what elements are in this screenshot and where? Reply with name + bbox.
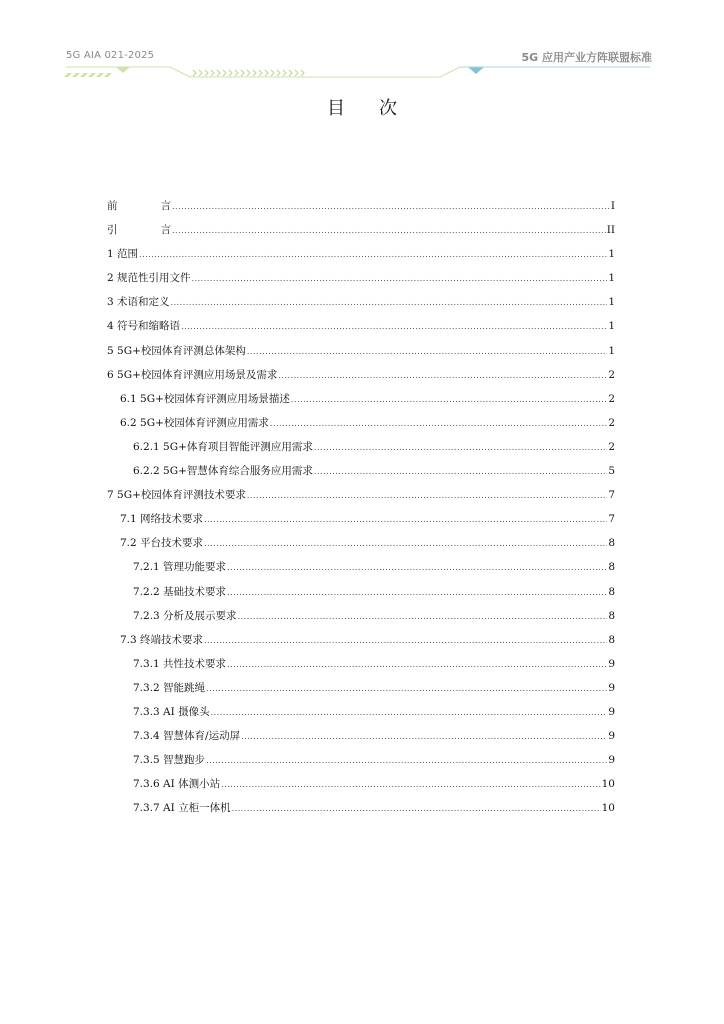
toc-entry-page: 9: [608, 730, 615, 743]
toc-entry-label: 5 5G+校园体育评测总体架构: [107, 344, 246, 357]
toc-leader-dots: [227, 588, 607, 597]
toc-leader-dots: [139, 250, 607, 259]
toc-leader-dots: [171, 298, 608, 307]
toc-entry[interactable]: [107, 415, 615, 439]
toc-entry[interactable]: [107, 535, 615, 559]
toc-entry[interactable]: [107, 511, 615, 535]
toc-leader-dots: [278, 371, 607, 380]
toc-entry-page: 9: [608, 681, 615, 694]
toc-entry-label: 1 范围: [107, 248, 139, 261]
toc-entry[interactable]: [107, 294, 615, 318]
toc-entry-label: 7.2.1 管理功能要求: [133, 561, 227, 574]
toc-entry[interactable]: [107, 463, 615, 487]
toc-entry[interactable]: [107, 632, 615, 656]
header-decoration: [0, 60, 724, 80]
toc-entry-page: 2: [608, 368, 615, 381]
toc-entry-page: 8: [608, 537, 615, 550]
title-char-1: 目: [327, 98, 379, 119]
toc-entry[interactable]: [107, 728, 615, 752]
toc-entry-label: 7.3.7 AI 立柜一体机: [133, 802, 231, 815]
toc-entry-label: 6.2 5G+校园体育评测应用需求: [120, 416, 269, 429]
toc-entry-label: 前言: [107, 200, 171, 212]
toc-entry-label: 引言: [107, 224, 171, 237]
toc-leader-dots: [204, 636, 607, 645]
toc-leader-dots: [206, 684, 607, 693]
toc-entry-page: 2: [608, 416, 615, 429]
toc-leader-dots: [241, 732, 607, 741]
toc-leader-dots: [227, 563, 607, 572]
toc-leader-dots: [314, 443, 607, 452]
slash-decoration-icon: [64, 73, 112, 77]
toc-entry-label: 7.3.4 智慧体育/运动屏: [133, 730, 241, 743]
toc-entry[interactable]: [107, 391, 615, 415]
toc-entry[interactable]: [107, 367, 615, 391]
toc-entry-page: 1: [608, 248, 615, 261]
chevron-row-icon: [193, 70, 304, 76]
toc-entry-page: 9: [608, 657, 615, 670]
toc-entry[interactable]: [107, 246, 615, 270]
toc-leader-dots: [291, 395, 607, 404]
toc-leader-dots: [238, 612, 608, 621]
organization-name: 5G 应用产业方阵联盟标准: [521, 51, 652, 64]
toc-entry-page: 5: [608, 465, 615, 478]
toc-entry-page: 8: [608, 561, 615, 574]
toc-entry-label: 7.3.2 智能跳绳: [133, 681, 206, 694]
blue-triangle-marker-icon: [468, 67, 484, 74]
toc-leader-dots: [206, 756, 607, 765]
toc-entry-label: 7.3.1 共性技术要求: [133, 657, 227, 670]
toc-entry[interactable]: [107, 584, 615, 608]
toc-leader-dots: [314, 467, 607, 476]
toc-entry-label: 7.2.3 分析及展示要求: [133, 609, 237, 622]
toc-entry-page: 8: [608, 585, 615, 598]
toc-entry-page: 2: [608, 392, 615, 405]
toc-leader-dots: [232, 804, 601, 813]
toc-entry[interactable]: [107, 559, 615, 583]
toc-leader-dots: [247, 347, 607, 356]
toc-entry-label: 6 5G+校园体育评测应用场景及需求: [107, 368, 278, 381]
toc-leader-dots: [270, 419, 607, 428]
page-title: [0, 94, 724, 120]
toc-entry[interactable]: [107, 222, 615, 246]
toc-entry[interactable]: [107, 343, 615, 367]
toc-entry-label: 7.2.2 基础技术要求: [133, 585, 227, 598]
toc-entry-label: 7.2 平台技术要求: [120, 537, 204, 550]
toc-entry-page: 1: [608, 296, 615, 309]
toc-entry-label: 7.3.3 AI 摄像头: [133, 705, 210, 718]
toc-entry-label: 7.3.6 AI 体测小站: [133, 778, 221, 791]
toc-entry-label: 6.1 5G+校园体育评测应用场景描述: [120, 392, 290, 405]
toc-leader-dots: [192, 274, 608, 283]
toc-entry[interactable]: [107, 800, 615, 824]
toc-entry-label: 7 5G+校园体育评测技术要求: [107, 489, 246, 502]
document-code: 5G AIA 021-2025: [66, 50, 155, 61]
toc-entry-label: 6.2.1 5G+体育项目智能评测应用需求: [133, 440, 313, 453]
toc-entry-page: 9: [608, 705, 615, 718]
toc-entry-label: 4 符号和缩略语: [107, 320, 181, 333]
toc-entry-page: 10: [601, 778, 615, 791]
toc-leader-dots: [247, 491, 607, 500]
toc-leader-dots: [172, 202, 610, 211]
toc-entry-label: 7.3.5 智慧跑步: [133, 754, 206, 767]
toc-entry-page: 10: [601, 802, 615, 815]
toc-leader-dots: [204, 515, 607, 524]
toc-entry-page: 1: [608, 272, 615, 285]
toc-entry-page: 1: [608, 320, 615, 333]
toc-entry-label: 3 术语和定义: [107, 296, 170, 309]
toc-entry-page: 1: [608, 344, 615, 357]
toc-entry-page: 7: [608, 489, 615, 502]
toc-entry-page: 7: [608, 513, 615, 526]
toc-entry[interactable]: [107, 656, 615, 680]
toc-entry-page: I: [610, 200, 615, 212]
toc-leader-dots: [221, 780, 601, 789]
toc-entry[interactable]: [107, 608, 615, 632]
toc-leader-dots: [211, 708, 608, 717]
triangle-marker-icon: [116, 67, 130, 73]
toc-entry[interactable]: [107, 752, 615, 776]
toc-leader-dots: [204, 539, 607, 548]
toc-entry-page: 8: [608, 633, 615, 646]
toc-entry[interactable]: [107, 198, 615, 222]
toc-entry-label: 6.2.2 5G+智慧体育综合服务应用需求: [133, 465, 313, 478]
toc-entry[interactable]: [107, 487, 615, 511]
toc-entry-page: II: [606, 224, 615, 237]
toc-entry-label: 2 规范性引用文件: [107, 272, 191, 285]
toc-entry[interactable]: [107, 680, 615, 704]
toc-entry[interactable]: [107, 270, 615, 294]
table-of-contents: [107, 198, 615, 824]
toc-entry[interactable]: [107, 776, 615, 800]
toc-entry[interactable]: [107, 704, 615, 728]
title-char-2: 次: [379, 98, 431, 119]
toc-entry-label: 7.1 网络技术要求: [120, 513, 204, 526]
toc-entry[interactable]: [107, 439, 615, 463]
toc-entry-page: 2: [608, 440, 615, 453]
toc-leader-dots: [227, 660, 607, 669]
toc-entry-page: 8: [608, 609, 615, 622]
toc-entry[interactable]: [107, 318, 615, 342]
toc-entry-label: 7.3 终端技术要求: [120, 633, 204, 646]
toc-leader-dots: [181, 322, 607, 331]
toc-leader-dots: [172, 226, 606, 235]
toc-entry-page: 9: [608, 754, 615, 767]
